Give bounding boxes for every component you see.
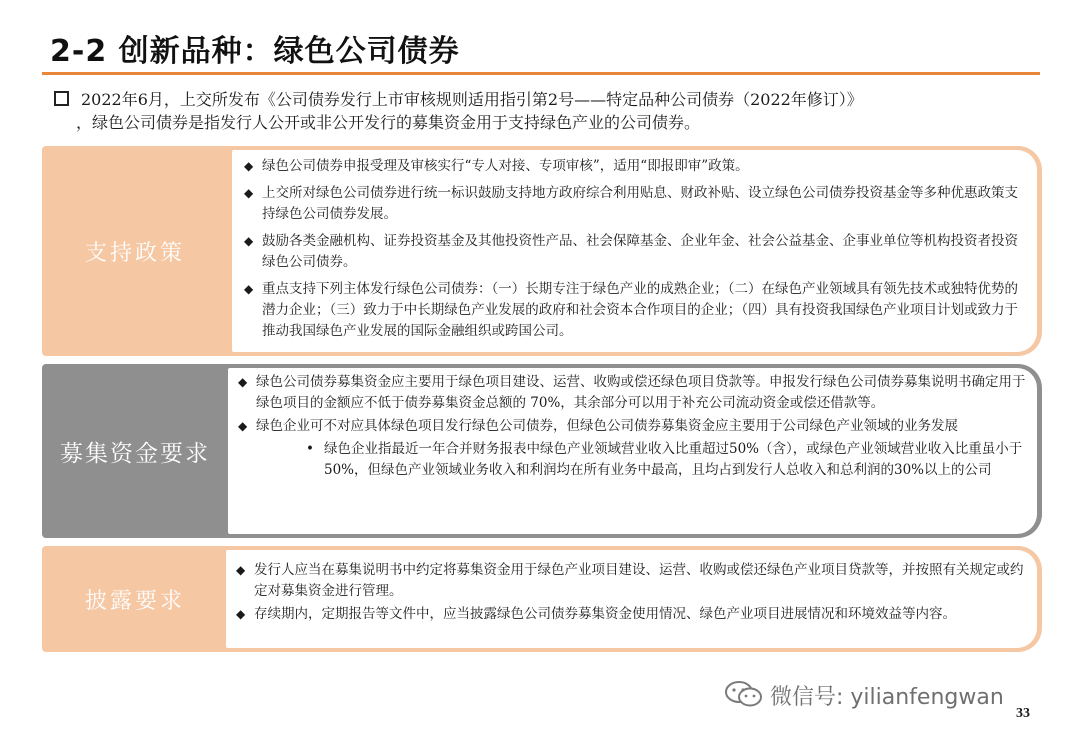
section-fund-requirements <box>42 364 1042 538</box>
list-item: ◆ 绿色公司债券募集资金应主要用于绿色项目建设、运营、收购或偿还绿色项目贷款等。申报发行绿色公司债券募集说明书确定用于绿色项目的金额应不低于债券募集资金总额的 70%，其余部分可以用于补充公司流动资金或偿还借款等。 <box>238 374 1026 411</box>
list-item: ◆ 发行人应当在募集说明书中约定将募集资金用于绿色产业项目建设、运营、收购或偿还绿色产业项目贷款等，并按照有关规定或约定对募集资金进行管理。 <box>236 562 1024 599</box>
section-policy-support <box>42 146 1042 356</box>
section-content <box>226 550 1037 648</box>
sub-list-item: • 绿色企业指最近一年合并财务报表中绿色产业领域营业收入比重超过50%（含），或绿色产业领域营业收入比重虽小于50%，但绿色产业领域业务收入和利润均在所有业务中最高，且均占到发行人总收入和总利润的30%以上的公司 <box>306 441 1023 478</box>
list-item: ◆ 重点支持下列主体发行绿色公司债券：（一）长期专注于绿色产业的成熟企业；（二）在绿色产业领域具有领先技术或独特优势的潜力企业；（三）致力于中长期绿色产业发展的政府和社会资本合作项目的企业；（四）具有投资我国绿色产业项目计划或致力于推动我国绿色产业发展的国际金融组织或跨国公司。 <box>244 281 1018 339</box>
title-divider <box>42 72 1040 75</box>
list-item: ◆ 绿色企业可不对应具体绿色项目发行绿色公司债券，但绿色公司债券募集资金应主要用于公司绿色产业领域的业务发展 <box>238 416 1027 437</box>
watermark: 微信号: yilianfengwan <box>770 685 1004 710</box>
page-number: 33 <box>1016 706 1030 721</box>
list-item: ◆ 鼓励各类金融机构、证券投资基金及其他投资性产品、社会保障基金、企业年金、社会公益基金、企事业单位等机构投资者投资绿色公司债券。 <box>244 233 1018 270</box>
section-content <box>232 150 1037 352</box>
diamond-bullet-icon: ◆ <box>236 607 246 621</box>
diamond-bullet-icon: ◆ <box>244 186 254 200</box>
diamond-bullet-icon: ◆ <box>238 419 248 433</box>
intro-line-2: ，绿色公司债券是指发行人公开或非公开发行的募集资金用于支持绿色产业的公司债券。 <box>76 113 701 132</box>
intro-paragraph <box>54 88 1034 134</box>
diamond-bullet-icon: ◆ <box>238 375 248 389</box>
square-bullet-icon <box>54 91 69 106</box>
section-label: 募集资金要求 <box>60 440 210 467</box>
section-label: 支持政策 <box>84 240 185 266</box>
section-label: 披露要求 <box>84 588 185 614</box>
list-item: ◆ 存续期内，定期报告等文件中，应当披露绿色公司债券募集资金使用情况、绿色产业项目进展情况和环境效益等内容。 <box>236 604 1027 625</box>
page-title: 2-2 创新品种：绿色公司债券 <box>50 34 460 69</box>
diamond-bullet-icon: ◆ <box>244 159 254 173</box>
list-item: ◆ 绿色公司债券申报受理及审核实行“专人对接、专项审核”，适用“即报即审”政策。 <box>244 156 1027 177</box>
dot-bullet-icon: • <box>306 441 314 457</box>
list-item: ◆ 上交所对绿色公司债券进行统一标识鼓励支持地方政府综合利用贴息、财政补贴、设立绿色公司债券投资基金等多种优惠政策支持绿色公司债券发展。 <box>244 185 1018 222</box>
diamond-bullet-icon: ◆ <box>236 563 246 577</box>
diamond-bullet-icon: ◆ <box>244 234 254 248</box>
section-disclosure-requirements <box>42 546 1042 652</box>
intro-line-1: 2022年6月，上交所发布《公司债券发行上市审核规则适用指引第2号——特定品种公司债券（2022年修订）》 <box>81 90 863 109</box>
diamond-bullet-icon: ◆ <box>244 282 254 296</box>
section-content <box>228 368 1037 534</box>
wechat-icon <box>724 680 764 708</box>
